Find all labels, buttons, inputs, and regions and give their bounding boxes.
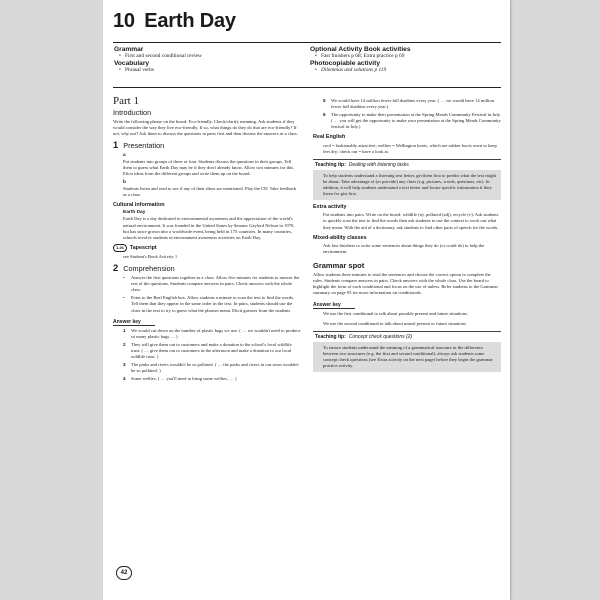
cultural-heading: Cultural information	[113, 202, 165, 209]
answer-key-heading: Answer key	[313, 302, 355, 309]
mixed-ability-text: Ask fast finishers to write some sentences about things they do (or could do) to help the environment.	[323, 242, 485, 254]
unit-title	[113, 10, 236, 33]
objectives-box	[113, 42, 501, 88]
answer-item: 1 We would cut down on the number of plastic bags we use. ( … we wouldn't need to produce so many plastic bags … )	[123, 327, 301, 339]
teaching-tip-box	[313, 159, 501, 200]
extra-activity-heading: Extra activity	[313, 204, 347, 211]
comprehension-bullet: • Point to the Real English box. Allow students a minute to scan the text to find the words. Tell them that they appear in the same order in the text. In pairs, students should use the clues in the text to try to guess what the phrases mean. Elicit guesses from the students	[113, 295, 301, 313]
presentation-heading: 1 Presentation	[113, 139, 165, 151]
grammar-item: • First and second conditional review	[113, 53, 303, 60]
comprehension-heading: 2 Comprehension	[113, 261, 175, 273]
answer-item: 4 Some wellies. ( … you'll need to bring some wellies, … )	[123, 376, 237, 382]
answer-key-heading: Answer key	[113, 319, 155, 326]
vocabulary-heading: Vocabulary	[114, 60, 150, 67]
comprehension-bullet: • Answer the first questions together as a class. Allow five minutes for students to answer the rest of the questions. Students compare answers in pairs. Check answers with the whole class.	[113, 275, 301, 293]
photocopiable-heading: Photocopiable activity	[310, 60, 380, 67]
unit-number: 10	[113, 10, 135, 32]
grammar-heading: Grammar	[114, 46, 144, 53]
mixed-ability-heading: Mixed-ability classes	[313, 234, 367, 241]
tapescript-heading	[113, 244, 301, 252]
grammar-spot-text: Allow students three minutes to read the sentences and choose the correct option to complete the rules. Students compare answers in pairs. Check answers with the whole class. Use the board to highlight the form of each conditional and focus on the use of unless. Refer students to the Grammar summary on page 95 for more information on conditionals.	[313, 271, 498, 296]
vocabulary-item: • Phrasal verbs	[113, 67, 303, 74]
cultural-text: Earth Day is a day dedicated to environmental awareness and the appreciation of the world's natural environment. It was founded in the United States by Senator Gaylord Nelson in 1970, but has since grown into a worldwide event, being held in 175 countries. In many countries, schools involve students in environment awareness activities on Earth Day.	[123, 216, 295, 240]
introduction-heading: Introduction	[113, 108, 152, 118]
unit-name: Earth Day	[144, 10, 236, 32]
extra-activity-text: Put students into pairs. Write on the board: wildlife (n), polluted (adj), recycle (v). Ask students to quickly scan the text to find the words then ask students to use the context to work out what they mean. With the aid of a dictionary, ask students to find other parts of speech for the words.	[323, 212, 499, 230]
answer-item: 6 The opportunity to make their presentation at the Spring Meads Community Festival in July. ( … you will get the opportunity to make your presentation at the Spring Meads Community festival in July.)	[323, 112, 501, 130]
step-b-text: Students listen and read to see if any of their ideas are mentioned. Play the CD. Take feedback as a class.	[123, 186, 297, 198]
real-english-heading: Real English	[313, 134, 346, 141]
tapescript-title: Tapescript	[129, 244, 157, 251]
textbook-page	[103, 0, 510, 600]
photocopiable-item: • Dilemmas and solutions p 119	[309, 67, 499, 74]
part-heading: Part 1	[113, 95, 139, 107]
step-b-label: b	[123, 179, 126, 185]
optional-item: • Fast finishers p 68; Extra practice p 69	[309, 53, 499, 60]
cd-track-badge: 1.26	[113, 244, 127, 252]
grammar-spot-heading: Grammar spot	[313, 260, 365, 270]
teaching-tip-text: To ensure students understand the meaning of a grammatical structure or the difference between two structures (e.g. the first and second conditional), always ask students some concept check questions (see Extra activity on the next page) before they begin the grammar practice activity.	[323, 344, 493, 368]
left-column	[113, 95, 301, 384]
answer-item: 2 They will give them out to customers and make a donation to the school's local wildlife trust. ( … give them out to customers in the afternoon and make a donation to our local wildlife trust. )	[123, 341, 292, 360]
objectives-right	[309, 46, 499, 74]
step-a-label: a	[123, 152, 126, 158]
real-english-text: cool = fashionably attractive; wellies = Wellington boots, which are rubber boots worn to keep feet dry; check out = have a look at.	[323, 142, 497, 154]
optional-heading: Optional Activity Book activities	[310, 46, 411, 53]
answer-item: 3 The parks and rivers wouldn't be so polluted. ( … the parks and rivers in our town wouldn't be so polluted. )	[123, 362, 299, 374]
grammar-answer: We use the first conditional to talk about possible present and future situations.	[323, 311, 468, 317]
teaching-tip-box	[313, 331, 501, 372]
grammar-answer: We use the second conditional to talk about unreal present or future situations.	[323, 320, 467, 326]
introduction-text: Write the following phrase on the board: Eco-friendly. Check/clarify meaning. Ask students if they would consider the way they live eco-friendly. If so, what things do they do that are eco-friendly? If not, why not? Ask them to discuss the questions in pairs first and then discuss the answers as a class.	[113, 119, 298, 137]
page-number: 42	[116, 566, 132, 580]
cultural-subheading: Earth Day	[123, 210, 146, 216]
right-column	[313, 98, 501, 376]
answer-item: 5 We would have 14 million fewer full dustbins every year. ( … we would have 14 million fewer full dustbins every year.)	[323, 98, 495, 110]
teaching-tip-text: To help students understand a listening text better, get them first to predict what the text might be about. Take advantage of (or provide) any clues (e.g. pictures, words, questions, etc). In addition, it will help students understand a text better and locate specific information if they listen for gist first.	[323, 172, 497, 197]
objectives-left	[113, 46, 303, 74]
tapescript-text: see Student's Book Activity 1	[123, 253, 178, 259]
teaching-tip-header: Teaching tip: Concept check questions (2)	[313, 331, 501, 342]
step-a-text: Put students into groups of three or four. Students discuss the questions in their groups. Tell them to guess what Earth Day may be if they don't already know. Allow two minutes for this. Elicit ideas from the different groups and write them up on the board.	[123, 158, 295, 176]
teaching-tip-header: Teaching tip: Dealing with listening tasks	[313, 159, 501, 170]
